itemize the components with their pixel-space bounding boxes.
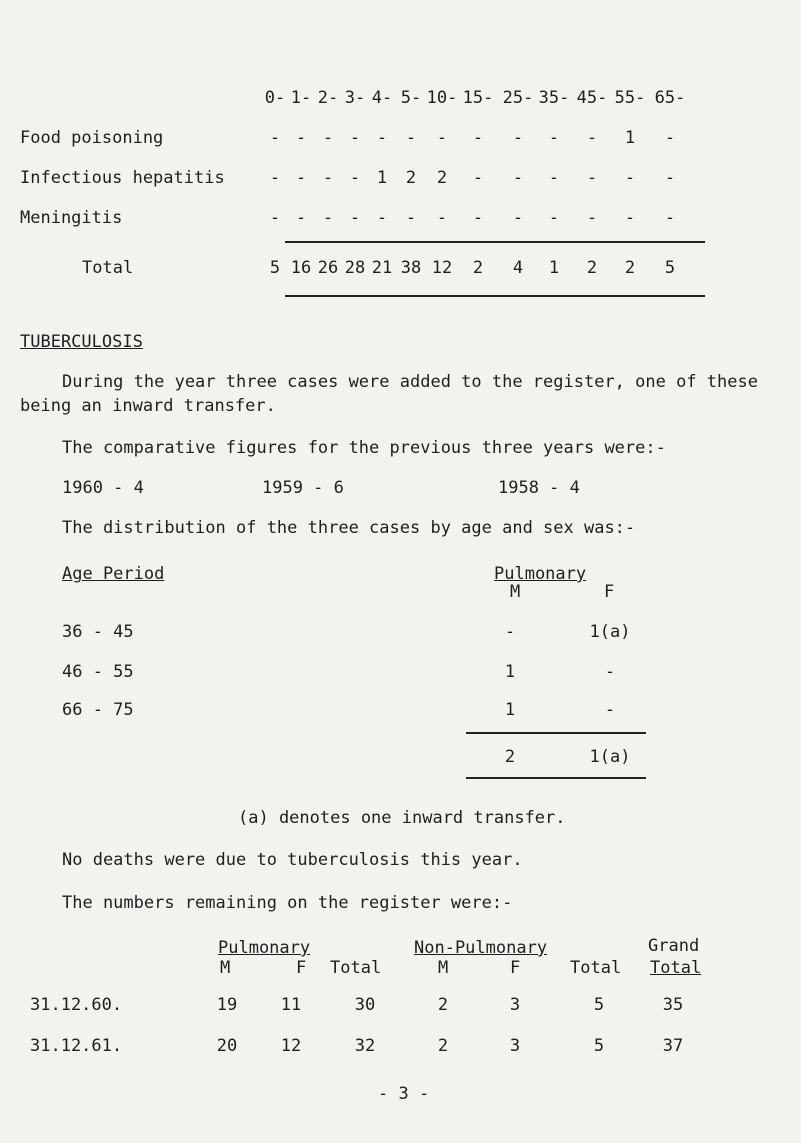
total-cell: 21 bbox=[371, 258, 393, 278]
pulmonary-f-cell: 11 bbox=[280, 995, 302, 1015]
deaths-text: No deaths were due to tuberculosis this year. bbox=[62, 850, 523, 870]
grand-total-cell: 37 bbox=[662, 1036, 684, 1056]
age-group-label: 0- bbox=[264, 88, 286, 108]
age-group-label: 25- bbox=[502, 88, 534, 108]
f-cell: - bbox=[604, 700, 616, 720]
table-cell: - bbox=[322, 168, 334, 188]
age-cell: 46 - 55 bbox=[62, 662, 134, 682]
paragraph-line: being an inward transfer. bbox=[20, 396, 276, 416]
age-group-label: 10- bbox=[426, 88, 458, 108]
distribution-text: The distribution of the three cases by age and sex was:- bbox=[62, 518, 636, 538]
table-cell: 2 bbox=[405, 168, 417, 188]
table-cell: - bbox=[624, 168, 636, 188]
total-cell: 26 bbox=[317, 258, 339, 278]
table-cell: - bbox=[322, 128, 334, 148]
age-group-label: 1- bbox=[290, 88, 312, 108]
total-cell: 12 bbox=[431, 258, 453, 278]
total-cell: 2 bbox=[624, 258, 636, 278]
total-label: Total bbox=[82, 258, 134, 278]
non-pulmonary-m-cell: 2 bbox=[437, 1036, 449, 1056]
table-cell: - bbox=[586, 208, 598, 228]
table-rule bbox=[466, 732, 646, 734]
table-cell: - bbox=[269, 128, 281, 148]
total-cell: 2 bbox=[586, 258, 598, 278]
remaining-text: The numbers remaining on the register were:- bbox=[62, 893, 513, 913]
table-cell: - bbox=[548, 208, 560, 228]
page-number: - 3 - bbox=[378, 1084, 430, 1104]
date-cell: 31.12.60. bbox=[30, 995, 123, 1015]
m-cell: - bbox=[504, 622, 516, 642]
f-header: F bbox=[510, 958, 521, 978]
table-cell: - bbox=[295, 168, 307, 188]
total-cell: 16 bbox=[290, 258, 312, 278]
age-group-label: 65- bbox=[654, 88, 686, 108]
table-cell: 1 bbox=[376, 168, 388, 188]
total-cell: 5 bbox=[269, 258, 281, 278]
table-cell: 1 bbox=[624, 128, 636, 148]
table-rule bbox=[285, 241, 705, 243]
pulmonary-total-cell: 32 bbox=[354, 1036, 376, 1056]
table-cell: - bbox=[405, 128, 417, 148]
total-cell: 5 bbox=[664, 258, 676, 278]
section-heading: TUBERCULOSIS bbox=[20, 332, 143, 352]
comparative-text: The comparative figures for the previous three years were:- bbox=[62, 438, 666, 458]
table-cell: - bbox=[349, 168, 361, 188]
grand-total-cell: 35 bbox=[662, 995, 684, 1015]
table-cell: - bbox=[586, 168, 598, 188]
non-pulmonary-total-cell: 5 bbox=[593, 995, 605, 1015]
total-f-cell: 1(a) bbox=[589, 747, 631, 767]
date-cell: 31.12.61. bbox=[30, 1036, 123, 1056]
year-figure: 1960 - 4 bbox=[62, 478, 144, 498]
f-cell: - bbox=[604, 662, 616, 682]
table-cell: - bbox=[664, 208, 676, 228]
total-cell: 4 bbox=[512, 258, 524, 278]
f-header: F bbox=[604, 582, 615, 602]
table-cell: - bbox=[664, 168, 676, 188]
m-header: M bbox=[510, 582, 521, 602]
non-pulmonary-total-header: Total bbox=[570, 958, 622, 978]
total-cell: 38 bbox=[400, 258, 422, 278]
age-group-label: 5- bbox=[400, 88, 422, 108]
non-pulmonary-f-cell: 3 bbox=[509, 995, 521, 1015]
table-cell: - bbox=[269, 208, 281, 228]
grand-header: Grand bbox=[648, 936, 700, 956]
non-pulmonary-f-cell: 3 bbox=[509, 1036, 521, 1056]
age-group-label: 15- bbox=[462, 88, 494, 108]
table-cell: - bbox=[512, 168, 524, 188]
pulmonary-total-cell: 30 bbox=[354, 995, 376, 1015]
table-cell: - bbox=[405, 208, 417, 228]
table-cell: - bbox=[349, 208, 361, 228]
table-rule bbox=[466, 777, 646, 779]
total-cell: 1 bbox=[548, 258, 560, 278]
table-cell: - bbox=[436, 208, 448, 228]
table-cell: - bbox=[624, 208, 636, 228]
pulmonary-m-cell: 19 bbox=[216, 995, 238, 1015]
pulmonary-header: Pulmonary bbox=[494, 564, 587, 584]
total-cell: 2 bbox=[472, 258, 484, 278]
paragraph-line: During the year three cases were added to the register, one of these bbox=[62, 372, 758, 392]
table-cell: 2 bbox=[436, 168, 448, 188]
table-cell: - bbox=[664, 128, 676, 148]
table-cell: - bbox=[586, 128, 598, 148]
pulmonary-m-cell: 20 bbox=[216, 1036, 238, 1056]
table-cell: - bbox=[548, 168, 560, 188]
year-figure: 1959 - 6 bbox=[262, 478, 344, 498]
table-cell: - bbox=[322, 208, 334, 228]
age-group-label: 2- bbox=[317, 88, 339, 108]
row-label: Food poisoning bbox=[20, 128, 164, 148]
table-cell: - bbox=[349, 128, 361, 148]
table-cell: - bbox=[436, 128, 448, 148]
pulmonary-f-cell: 12 bbox=[280, 1036, 302, 1056]
table-cell: - bbox=[472, 168, 484, 188]
total-m-cell: 2 bbox=[504, 747, 516, 767]
age-group-label: 4- bbox=[371, 88, 393, 108]
total-cell: 28 bbox=[344, 258, 366, 278]
row-label: Meningitis bbox=[20, 208, 123, 228]
m-header: M bbox=[220, 958, 231, 978]
row-label: Infectious hepatitis bbox=[20, 168, 225, 188]
grand-total-header: Total bbox=[650, 958, 702, 978]
table-cell: - bbox=[295, 208, 307, 228]
age-group-label: 35- bbox=[538, 88, 570, 108]
pulmonary-header: Pulmonary bbox=[218, 938, 311, 958]
f-cell: 1(a) bbox=[589, 622, 631, 642]
table-cell: - bbox=[472, 208, 484, 228]
f-header: F bbox=[296, 958, 307, 978]
table-cell: - bbox=[376, 208, 388, 228]
table-cell: - bbox=[512, 208, 524, 228]
table-cell: - bbox=[512, 128, 524, 148]
non-pulmonary-header: Non-Pulmonary bbox=[414, 938, 548, 958]
age-cell: 36 - 45 bbox=[62, 622, 134, 642]
year-figure: 1958 - 4 bbox=[498, 478, 580, 498]
table-cell: - bbox=[295, 128, 307, 148]
table-cell: - bbox=[269, 168, 281, 188]
age-group-label: 45- bbox=[576, 88, 608, 108]
transfer-note: (a) denotes one inward transfer. bbox=[238, 808, 566, 828]
pulmonary-total-header: Total bbox=[330, 958, 382, 978]
age-period-header: Age Period bbox=[62, 564, 165, 584]
age-cell: 66 - 75 bbox=[62, 700, 134, 720]
table-cell: - bbox=[548, 128, 560, 148]
table-cell: - bbox=[472, 128, 484, 148]
table-rule bbox=[285, 295, 705, 297]
age-group-label: 55- bbox=[614, 88, 646, 108]
m-header: M bbox=[438, 958, 449, 978]
m-cell: 1 bbox=[504, 700, 516, 720]
table-cell: - bbox=[376, 128, 388, 148]
non-pulmonary-total-cell: 5 bbox=[593, 1036, 605, 1056]
non-pulmonary-m-cell: 2 bbox=[437, 995, 449, 1015]
age-group-label: 3- bbox=[344, 88, 366, 108]
m-cell: 1 bbox=[504, 662, 516, 682]
